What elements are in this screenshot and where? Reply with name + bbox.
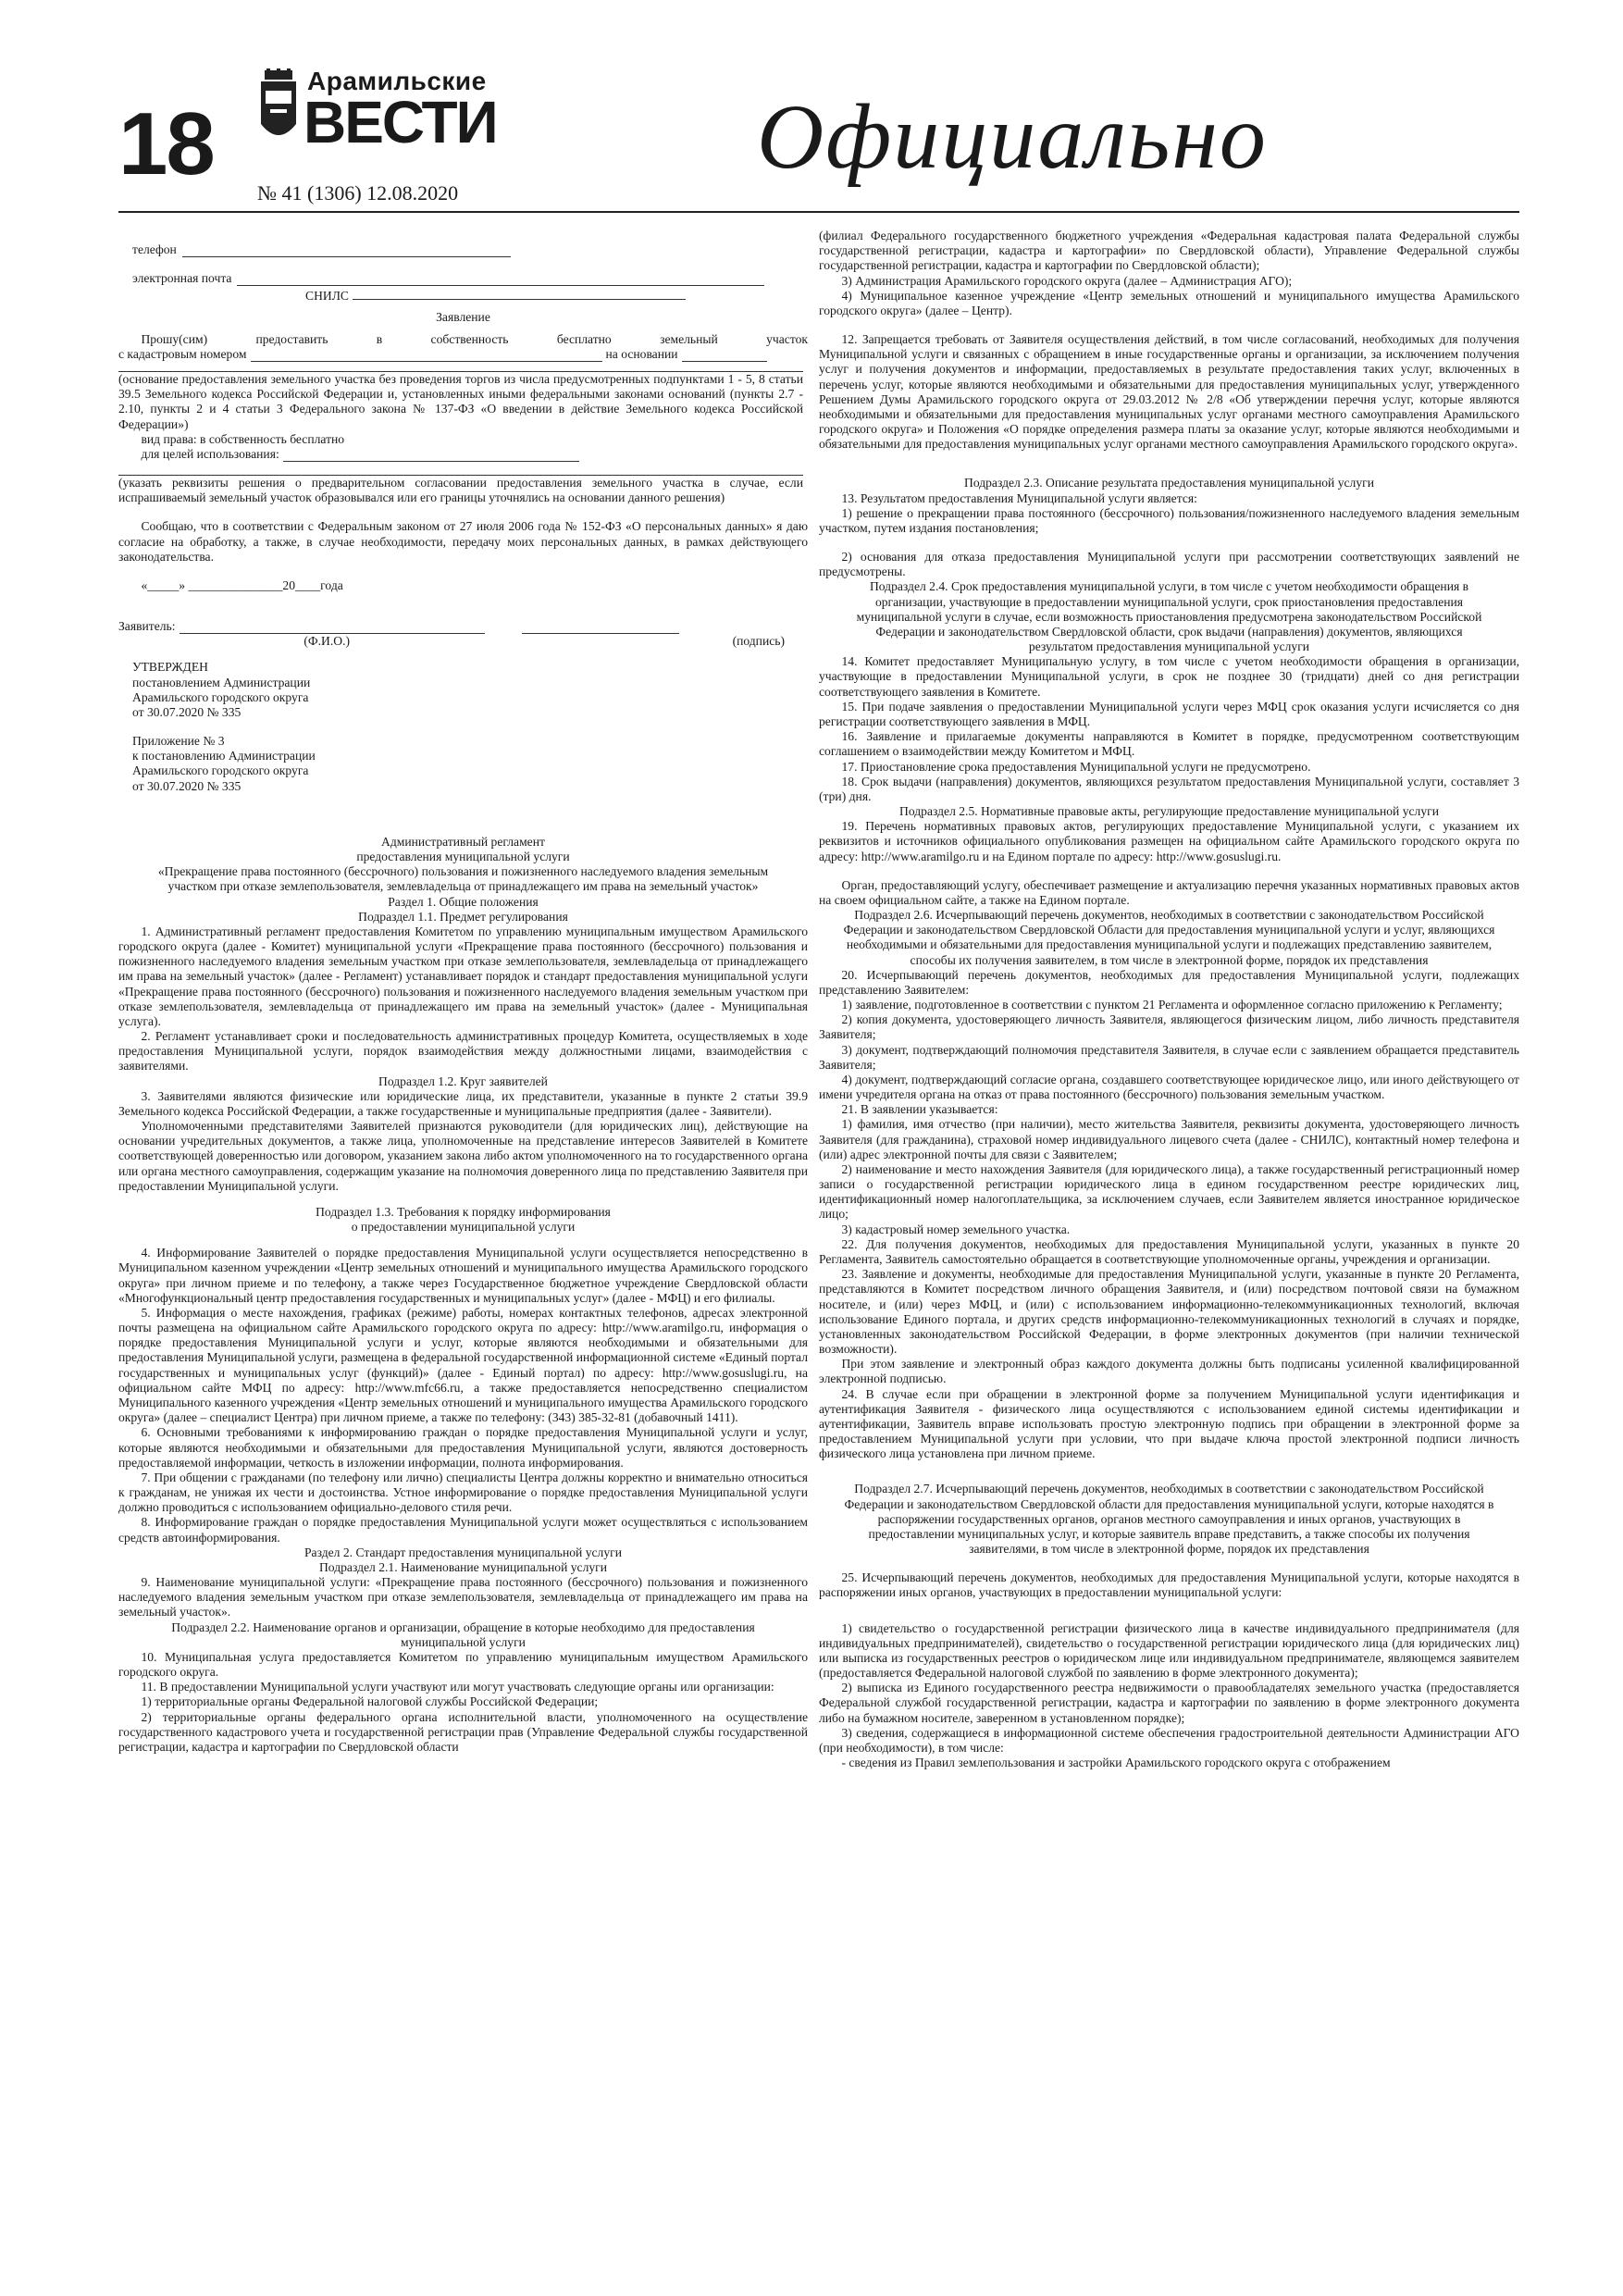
paragraph-20-item-4: 4) документ, подтверждающий согласие органа, создавшего соответствующее юридическое лицо, или иного действующего от имени учредителя органа на отказ от права постоянного (бессрочного) пользования земельным участком. bbox=[819, 1072, 1519, 1102]
applicant-line: Заявитель: bbox=[118, 619, 808, 634]
paragraph-18: 18. Срок выдачи (направления) документов, являющихся результатом предоставления Муниципальной услуги, составляет 3 (три) дня. bbox=[819, 774, 1519, 803]
subsection-2-2-heading: Подраздел 2.2. Наименование органов и организации, обращение в которые необходимо для предоставления муниципальной услуги bbox=[171, 1620, 755, 1649]
paragraph-13-item-2: 2) основания для отказа предоставления Муниципальной услуги при рассмотрении соответствующих заявлений не предусмотрены. bbox=[819, 550, 1519, 579]
left-column bbox=[118, 229, 808, 1755]
request-text: Прошу(сим) предоставить в собственность бесплатно земельный участок bbox=[141, 331, 808, 346]
subsection-2-5-heading: Подраздел 2.5. Нормативные правовые акты, регулирующие предоставление муниципальной услуги bbox=[899, 804, 1439, 819]
paragraph-19-note: Орган, предоставляющий услугу, обеспечивает размещение и актуализацию перечня указанных нормативных правовых актов на своем официальном сайте, а также на Едином портале. bbox=[819, 877, 1519, 907]
paragraph-11-item-2: 2) территориальные органы федерального органа исполнительной власти, уполномоченного на осуществление государственного кадастрового учета и государственной регистрации прав (Управление Федеральной службы государственной регистрации, кадастра и картографии по Свердловской области bbox=[118, 1709, 808, 1754]
header-divider bbox=[118, 211, 1519, 213]
paragraph-10: 10. Муниципальная услуга предоставляется Комитетом по управлению муниципальным имуществом Арамильского городского округа. bbox=[118, 1649, 808, 1680]
paragraph-4: 4. Информирование Заявителей о порядке предоставления Муниципальной услуги осуществляется непосредственно в Муниципальном казенном учреждении «Центр земельных отношений и муниципального имущества Арамильского городского округа» при личном приеме и по телефону, а также через Государственное бюджетное учреждение Свердловской области «Многофункциональный центр предоставления государственных и муниципальных услуг» (далее - МФЦ) и его филиалы. bbox=[118, 1246, 808, 1305]
regulation-title: Административный регламент предоставления муниципальной услуги «Прекращение права постоянного (бессрочного) пользования и пожизненного наследуемого владения земельным участком при отказе землепользователя, землевладельца от принадлежащего им права на земельный участок» bbox=[157, 834, 769, 894]
date-line: «_____» _______________20____года bbox=[141, 577, 343, 592]
paragraph-25: 25. Исчерпывающий перечень документов, необходимых для предоставления Муниципальной услуги, которые находятся в распоряжении иных органов, участвующих в предоставлении муниципальной услуги: bbox=[819, 1570, 1519, 1600]
subsection-2-3-heading: Подраздел 2.3. Описание результата предоставления муниципальной услуги bbox=[964, 476, 1374, 490]
section-rubric: Официально bbox=[757, 85, 1268, 188]
paragraph-9: 9. Наименование муниципальной услуги: «Прекращение права постоянного (бессрочного) пользования и пожизненного наследуемого владения земельным участком при отказе землепользователя, землевладельца от принадлежащего им права на земельный участок». bbox=[118, 1575, 808, 1620]
paragraph-25-item-1: 1) свидетельство о государственной регистрации физического лица в качестве индивидуального предпринимателя (для индивидуальных предпринимателей), свидетельство о государственной регистрации юридического лица (для юридических лиц) или выписка из государственных реестров о юридическом лице или индивидуальном предпринимателе, являющемся заявителем (предоставляется Федеральной налоговой службой по заявлению в форме электронного документа); bbox=[819, 1620, 1519, 1681]
cadastre-line: с кадастровым номером на основании bbox=[118, 347, 808, 362]
section-1-heading: Раздел 1. Общие положения bbox=[388, 894, 539, 909]
logo-title: ВЕСТИ bbox=[304, 89, 497, 155]
paragraph-11-item-4: 4) Муниципальное казенное учреждение «Центр земельных отношений и муниципального имущества Арамильского городского округа» (далее – Центр). bbox=[819, 288, 1519, 317]
basis-note: (основание предоставления земельного участка без проведения торгов из числа предусмотренных подпунктами 1 - 5, 8 статьи 39.5 Земельного кодекса Российской Федерации и, установленных иными федеральными законами оснований (пункты 2.7 - 2.10, пункты 2 и 4 статьи 3 Федерального закона № 137-ФЗ «О введении в действие Земельного кодекса Российской Федерации») bbox=[118, 372, 803, 431]
paragraph-25-item-2: 2) выписка из Единого государственного реестра недвижимости о правообладателях земельного участка (предоставляется Федеральной службой государственной регистрации, кадастра и картографии по заявлению в форме электронного документа либо на бумажном носителе, заверенном в установленном порядке); bbox=[819, 1681, 1519, 1725]
subsection-2-6-heading: Подраздел 2.6. Исчерпывающий перечень документов, необходимых в соответствии с законодательством Российской Федерации и законодательством Свердловской Области для предоставления муниципальной услуги и услуг, являющихся необходимыми и обязательными для предоставления муниципальной услуги и подлежащих представлению заявителем, способы их получения заявителем, в том числе в электронной форме, порядок их представления bbox=[843, 908, 1495, 967]
paragraph-13: 13. Результатом предоставления Муниципальной услуги является: bbox=[841, 490, 1197, 505]
purpose-line: для целей использования: bbox=[118, 447, 808, 462]
paragraph-25-item-3-sub: - сведения из Правил землепользования и застройки Арамильского городского округа с отображением bbox=[841, 1756, 1391, 1770]
subsection-2-4-heading: Подраздел 2.4. Срок предоставления муниципальной услуги, в том числе с учетом необходимости обращения в организации, участвующие в предоставлении муниципальной услуги, срок приостановления предоставления муниципальной услуги в случае, если возможность приостановления предусмотрена законодательством Российской Федерации и законодательством Свердловской области, срок выдачи (направления) документов, являющихся результатом предоставления муниципальной услуги bbox=[856, 579, 1482, 654]
paragraph-19: 19. Перечень нормативных правовых актов, регулирующих предоставление Муниципальной услуги, с указанием их реквизитов и источников официального опубликования размещен на официальном сайте Арамильского городского округа по адресу: http://www.aramilgo.ru и на Едином портале по адресу: http://www.gosuslugi.ru. bbox=[819, 819, 1519, 863]
paragraph-6: 6. Основными требованиями к информированию граждан о порядке предоставления Муниципальной услуги и услуг, которые являются необходимыми и обязательными для предоставления Муниципальной услуги, являются достоверность предоставляемой информации, четкость в изложении информации, полнота информирования. bbox=[118, 1425, 808, 1470]
issue-number: № 41 (1306) 12.08.2020 bbox=[257, 181, 459, 205]
paragraph-7: 7. При общении с гражданами (по телефону или лично) специалисты Центра должны корректно и внимательно относиться к гражданам, не унижая их чести и достоинства. Устное информирование о порядке предоставления Муниципальной услуги должно проводиться с использованием официально-делового стиля речи. bbox=[118, 1470, 808, 1515]
phone-field bbox=[182, 243, 511, 257]
paragraph-21-item-1: 1) фамилия, имя отчество (при наличии), место жительства Заявителя, реквизиты документа, удостоверяющего личность Заявителя (для гражданина), страховой номер индивидуального лицевого счета (далее - СНИЛС), контактный номер телефона и (или) адрес электронной почты для связи с Заявителем; bbox=[819, 1117, 1519, 1161]
paragraph-5: 5. Информация о месте нахождения, графиках (режиме) работы, номерах контактных телефонов, адресах электронной почты размещена на официальном сайте Арамильского городского округа по адресу: http://www.aramilgo.ru, информация о порядке предоставления Муниципальной услуги и услуг, которые являются необходимыми и обязательными для предоставления Муниципальной услуги, размещена в федеральной государственной информационной системе «Единый портал государственных и муниципальных услуг (функций)» (далее - Единый портал) по адресу: http://www.gosuslugi.ru, на официальном сайте МФЦ по адресу: http://www.mfc66.ru, а также предоставляется непосредственно специалистом Муниципального казенного учреждения «Центр земельных отношений и муниципального имущества Арамильского городского округа» (далее – специалист Центра) при личном приеме, а также по телефону: (343) 385-32-81 (добавочный 1411). bbox=[118, 1305, 808, 1425]
paragraph-21-item-3: 3) кадастровый номер земельного участка. bbox=[841, 1222, 1071, 1236]
email-field bbox=[237, 272, 764, 286]
paragraph-20-item-3: 3) документ, подтверждающий полномочия представителя Заявителя, в случае если с заявлением обращается представитель Заявителя; bbox=[819, 1042, 1519, 1072]
subsection-2-1-heading: Подраздел 2.1. Наименование муниципальной услуги bbox=[318, 1559, 608, 1574]
phone-line bbox=[118, 242, 808, 257]
paragraph-21: 21. В заявлении указывается: bbox=[841, 1102, 998, 1117]
subsection-1-2-heading: Подраздел 1.2. Круг заявителей bbox=[378, 1074, 548, 1088]
signature-captions: (Ф.И.О.) (подпись) bbox=[304, 634, 785, 649]
paragraph-1: 1. Административный регламент предоставления Комитетом по управлению муниципальным имуществом Арамильского городского округа (далее - Комитет) муниципальной услуги «Прекращение права постоянного (бессрочного) пользования и пожизненного наследуемого владения земельным участком при отказе землепользователя, землевладельца от принадлежащего им права на земельный участок» (далее - Регламент) устанавливает порядок и стандарт предоставления муниципальной услуги «Прекращение права постоянного (бессрочного) пользования и пожизненного наследуемого владения земельным участком при отказе землепользователя, землевладельца от принадлежащего им права на земельный участок» (далее - Муниципальная услуга). bbox=[118, 924, 808, 1028]
appendix-stamp: Приложение № 3 к постановлению Администрации Арамильского городского округа от 30.07.2020 № 335 bbox=[132, 734, 316, 793]
paragraph-11-continued: (филиал Федерального государственного бюджетного учреждения «Федеральная кадастровая палата Федеральной службы государственной регистрации, кадастра и картографии» по Свердловской области), Управление Федеральной службы государственной регистрации, кадастра и картографии по Свердловской области); bbox=[819, 229, 1519, 273]
paragraph-24: 24. В случае если при обращении в электронной форме за получением Муниципальной услуги идентификация и аутентификация Заявителя - физического лица осуществляются с использованием единой системы идентификации и аутентификации, Заявитель вправе использовать простую электронную подпись при обращении в электронной форме за предоставлением Муниципальной услуги при условии, что при выдаче ключа простой электронной подписи личность физического лица установлена при личном приеме. bbox=[819, 1386, 1519, 1461]
email-label: электронная почта bbox=[132, 271, 232, 286]
paragraph-8: 8. Информирование граждан о порядке предоставления Муниципальной услуги может осуществляться с использованием средств автоинформирования. bbox=[118, 1515, 808, 1545]
paragraph-11: 11. В предоставлении Муниципальной услуги участвуют или могут участвовать следующие органы или организации: bbox=[141, 1680, 774, 1694]
subsection-1-1-heading: Подраздел 1.1. Предмет регулирования bbox=[358, 909, 568, 924]
paragraph-20: 20. Исчерпывающий перечень документов, необходимых для предоставления Муниципальной услуги, подлежащих представлению Заявителем: bbox=[819, 967, 1519, 997]
paragraph-20-item-2: 2) копия документа, удостоверяющего личность Заявителя, являющегося физическим лицом, либо личность представителя Заявителя; bbox=[819, 1012, 1519, 1042]
paragraph-14: 14. Комитет предоставляет Муниципальную услугу, в том числе с учетом необходимости обращения в организации, участвующие в предоставлении Муниципальной услуги, в срок не позднее 30 (тридцати) дней со дня регистрации соответствующего заявления в Комитете. bbox=[819, 654, 1519, 699]
paragraph-11-item-3: 3) Администрация Арамильского городского округа (далее – Администрация АГО); bbox=[841, 273, 1293, 288]
decision-note: (указать реквизиты решения о предварительном согласовании предоставления земельного участка в случае, если испрашиваемый земельный участок образовывался или его границы уточнялись на основании данного решения) bbox=[118, 476, 803, 505]
paragraph-15: 15. При подаче заявления о предоставлении Муниципальной услуги через МФЦ срок оказания услуги исчисляется со дня регистрации соответствующего заявления в МФЦ. bbox=[819, 699, 1519, 728]
consent-text: Сообщаю, что в соответствии с Федеральным законом от 27 июля 2006 года № 152-ФЗ «О персональных данных» я даю согласие на обработку, а также, в случае необходимости, передачу моих персональных данных, в рамках действующего законодательства. bbox=[118, 519, 808, 564]
city-emblem-icon bbox=[257, 68, 300, 146]
logo-subtitle: Арамильские bbox=[307, 67, 487, 95]
paragraph-3: 3. Заявителями являются физические или юридические лица, их представители, указанные в пункте 2 статьи 39.9 Земельного кодекса Российской Федерации, а также государственные и муниципальные предприятия (далее - Заявители). bbox=[118, 1088, 808, 1118]
paragraph-16: 16. Заявление и прилагаемые документы направляются в Комитет в порядке, предусмотренном соответствующим соглашением о взаимодействии между Комитетом и МФЦ. bbox=[819, 729, 1519, 759]
paragraph-3-representatives: Уполномоченными представителями Заявителей признаются руководители (для юридических лиц), действующие на основании учредительных документов, а также лица, уполномоченные на представление интересов Заявителей в Комитете соответствующей доверенностью или договором, указанием закона либо актом уполномоченного на то государственного органа или органа местного самоуправления, содержащим указание на полномочия доверенного лица по представлению Заявителя при предоставлении Муниципальной услуги. bbox=[118, 1119, 808, 1193]
paragraph-23-signature: При этом заявление и электронный образ каждого документа должны быть подписаны усиленной квалифицированной электронной подписью. bbox=[819, 1357, 1519, 1386]
paragraph-12: 12. Запрещается требовать от Заявителя осуществления действий, в том числе согласований, необходимых для получения Муниципальной услуги и связанных с обращением в иные государственные органы и организации, за исключением получения услуг и получения документов и информации, предоставляемых в результате предоставления таких услуг, включенных в перечень услуг, которые являются необходимыми и обязательными для предоставления муниципальных услуг, утвержденного Решением Думы Арамильского городского округа от 29.03.2012 № 2/8 «Об утверждении перечня услуг, которые являются необходимыми и обязательными для предоставления муниципальных услуг органами местного самоуправления Арамильского городского округа» и Положения «О порядке определения размера платы за оказание услуг, которые являются необходимыми и обязательными для предоставления муниципальных услуг органами местного самоуправления Арамильского городского округа». bbox=[819, 332, 1519, 452]
paragraph-2: 2. Регламент устанавливает сроки и последовательность административных процедур Комитета, осуществляемых в ходе предоставления Муниципальной услуги, порядок взаимодействия между должностными лицами, взаимодействия с заявителями. bbox=[118, 1029, 808, 1074]
snils-label: СНИЛС bbox=[118, 286, 808, 304]
paragraph-11-item-1: 1) территориальные органы Федеральной налоговой службы Российской Федерации; bbox=[141, 1694, 599, 1709]
paragraph-23: 23. Заявление и документы, необходимые для предоставления Муниципальной услуги, указанные в пункте 20 Регламента, представляются в Комитет посредством личного обращения Заявителя, и (или) посредством почтовой связи на бумажном носителе, и (или) через МФЦ, и (или) с использованием информационно-телекоммуникационных технологий, включая использование Единого портала, и других средств информационно-телекоммуникационных технологий в случаях и порядке, установленных законодательством Российской Федерации, в форме электронных документов (при наличии технической возможности). bbox=[819, 1267, 1519, 1357]
approval-stamp: УТВЕРЖДЕН постановлением Администрации Арамильского городского округа от 30.07.2020 № 335 bbox=[132, 660, 311, 719]
paragraph-25-item-3: 3) сведения, содержащиеся в информационной системе обеспечения градостроительной деятельности Администрации АГО (при необходимости), в том числе: bbox=[819, 1725, 1519, 1755]
email-line bbox=[118, 271, 808, 286]
paragraph-17: 17. Приостановление срока предоставления Муниципальной услуги не предусмотрено. bbox=[841, 759, 1311, 774]
paragraph-21-item-2: 2) наименование и место нахождения Заявителя (для юридического лица), а также государственный регистрационный номер записи о государственной регистрации юридического лица в едином государственном реестре юридических лиц, идентификационный номер налогоплательщика, за исключением случаев, если Заявителем является иностранное юридическое лицо; bbox=[819, 1161, 1519, 1222]
page-number: 18 bbox=[118, 94, 214, 193]
form-title: Заявление bbox=[436, 309, 490, 324]
subsection-1-3-heading: Подраздел 1.3. Требования к порядку информирования о предоставлении муниципальной услуги bbox=[316, 1204, 611, 1235]
right-column bbox=[819, 229, 1519, 1770]
phone-label: телефон bbox=[132, 242, 177, 256]
subsection-2-7-heading: Подраздел 2.7. Исчерпывающий перечень документов, необходимых в соответствии с законодательством Российской Федерации и законодательством Свердловской области для предоставления муниципальной услуги, которые находятся в распоряжении государственных органов, органов местного самоуправления и иных органов, участвующих в предоставлении муниципальных услуг, и которые заявитель вправе представить, а также способы их получения заявителями, в том числе в электронной форме, порядок их представления bbox=[844, 1482, 1494, 1557]
paragraph-22: 22. Для получения документов, необходимых для предоставления Муниципальной услуги, указанных в пункте 20 Регламента, Заявитель самостоятельно обращается в соответствующие уполномоченные органы, учреждения и организации. bbox=[819, 1236, 1519, 1266]
right-kind: вид права: в собственность бесплатно bbox=[141, 431, 345, 446]
newspaper-logo bbox=[257, 65, 497, 176]
paragraph-13-item-1: 1) решение о прекращении права постоянного (бессрочного) пользования/пожизненного наследуемого владения земельным участком, путем издания постановления; bbox=[819, 505, 1519, 535]
section-2-heading: Раздел 2. Стандарт предоставления муниципальной услуги bbox=[304, 1545, 622, 1559]
paragraph-20-item-1: 1) заявление, подготовленное в соответствии с пунктом 21 Регламента и оформленное согласно приложению к Регламенту; bbox=[841, 998, 1503, 1012]
